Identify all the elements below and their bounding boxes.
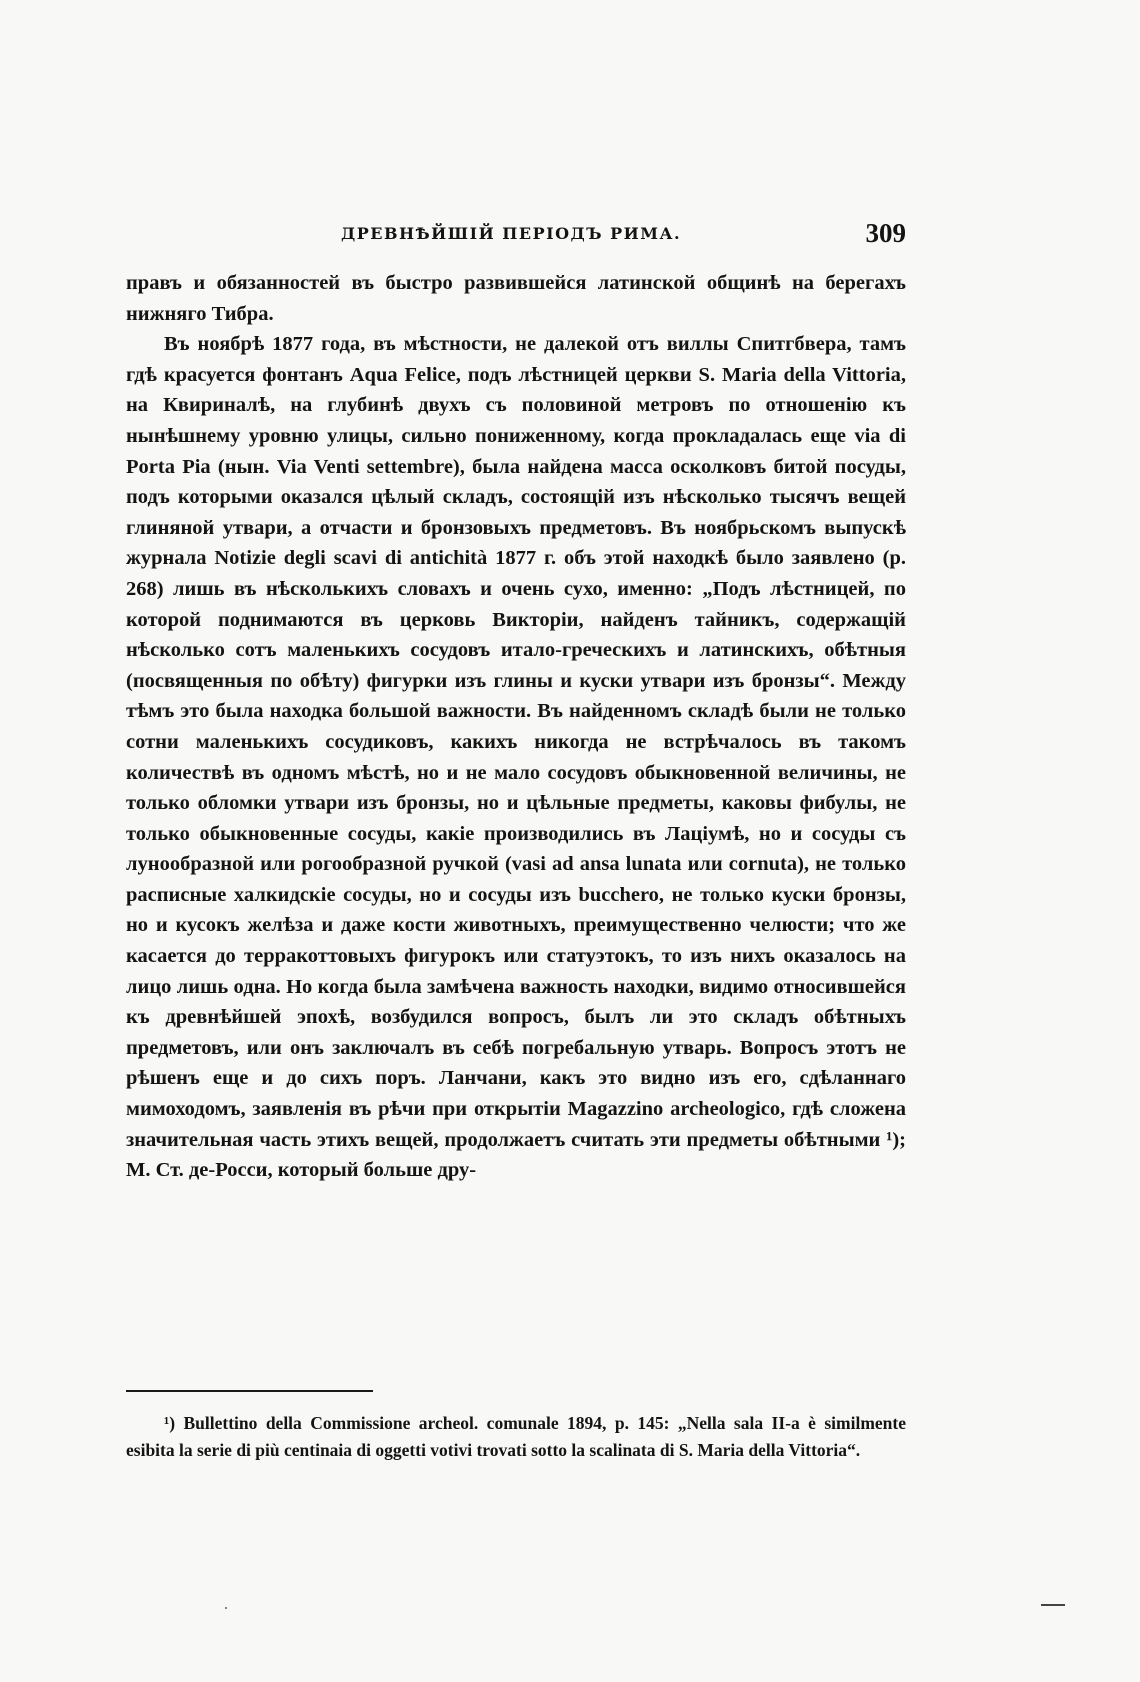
running-title: ДРЕВНѢЙШІЙ ПЕРІОДЪ РИМА. [341,224,682,243]
page-number: 309 [865,218,906,248]
scan-edge-mark [1041,1604,1065,1606]
main-text [126,268,906,1186]
footnote-text: ¹) Bullettino della Commissione archeol. comunale 1894, p. 145: „Nella sala II-a è similmente esibita la serie di più centinaia di oggetti votivi trovati sotto la scalinata di S. Maria della Vittoria“. [126,1413,906,1460]
footnote [126,1410,906,1464]
paragraph-continuation: правъ и обязанностей въ быстро развившейся латинской общинѣ на берегахъ нижняго Тибра. [126,272,906,325]
scan-speck [225,1607,227,1609]
paragraph: Въ ноябрѣ 1877 года, въ мѣстности, не далекой отъ виллы Спитгбвера, тамъ гдѣ красуется фонтанъ Aqua Felice, подъ лѣстницей церкви S. Maria della Vittoria, на Квириналѣ, на глубинѣ двухъ съ половиной метровъ по отношенію къ нынѣшнему уровню улицы, сильно пониженному, когда прокладалась еще via di Porta Pia (нын. Via Venti settembre), была найдена масса осколковъ битой посуды, подъ которыми оказался цѣлый складъ, состоящій изъ нѣсколько тысячъ вещей глиняной утвари, а отчасти и бронзовыхъ предметовъ. Въ ноябрьскомъ выпускѣ журнала Notizie degli scavi di antichità 1877 г. объ этой находкѣ было заявлено (p. 268) лишь въ нѣсколькихъ словахъ и очень сухо, именно: „Подъ лѣстницей, по которой поднимаются въ церковь Викторіи, найденъ тайникъ, содержащій нѣсколько сотъ маленькихъ сосудовъ итало-греческихъ и латинскихъ, обѣтныя (посвященныя по обѣту) фигурки изъ глины и куски утвари изъ бронзы“. Между тѣмъ это была находка большой важности. Въ найденномъ складѣ были не только сотни маленькихъ сосудиковъ, какихъ никогда не встрѣчалось въ такомъ количествѣ въ одномъ мѣстѣ, но и не мало сосудовъ обыкновенной величины, не только обломки утвари изъ бронзы, но и цѣльные предметы, каковы фибулы, не только обыкновенные сосуды, какіе производились въ Лаціумѣ, но и сосуды съ лунообразной или рогообразной ручкой (vasi ad ansa lunata или cornuta), не только расписные халкидскіе сосуды, но и сосуды изъ bucchero, не только куски бронзы, но и кусокъ желѣза и даже кости животныхъ, преимущественно челюсти; что же касается до терракоттовыхъ фигурокъ или статуэтокъ, то изъ нихъ оказалось на лицо лишь одна. Но когда была замѣчена важность находки, видимо относившейся къ древнѣйшей эпохѣ, возбудился вопросъ, былъ ли это складъ обѣтныхъ предметовъ, или онъ заключалъ въ себѣ погребальную утварь. Вопросъ этотъ не рѣшенъ еще и до сихъ поръ. Ланчани, какъ это видно изъ его, сдѣланнаго мимоходомъ, заявленія въ рѣчи при открытіи Magazzino archeologico, гдѣ сложена значительная часть этихъ вещей, продолжаетъ считать эти предметы обѣтными ¹); М. Ст. де-Росси, который больше дру- [126,333,906,1182]
running-head [126,218,906,248]
footnote-divider [126,1390,373,1392]
